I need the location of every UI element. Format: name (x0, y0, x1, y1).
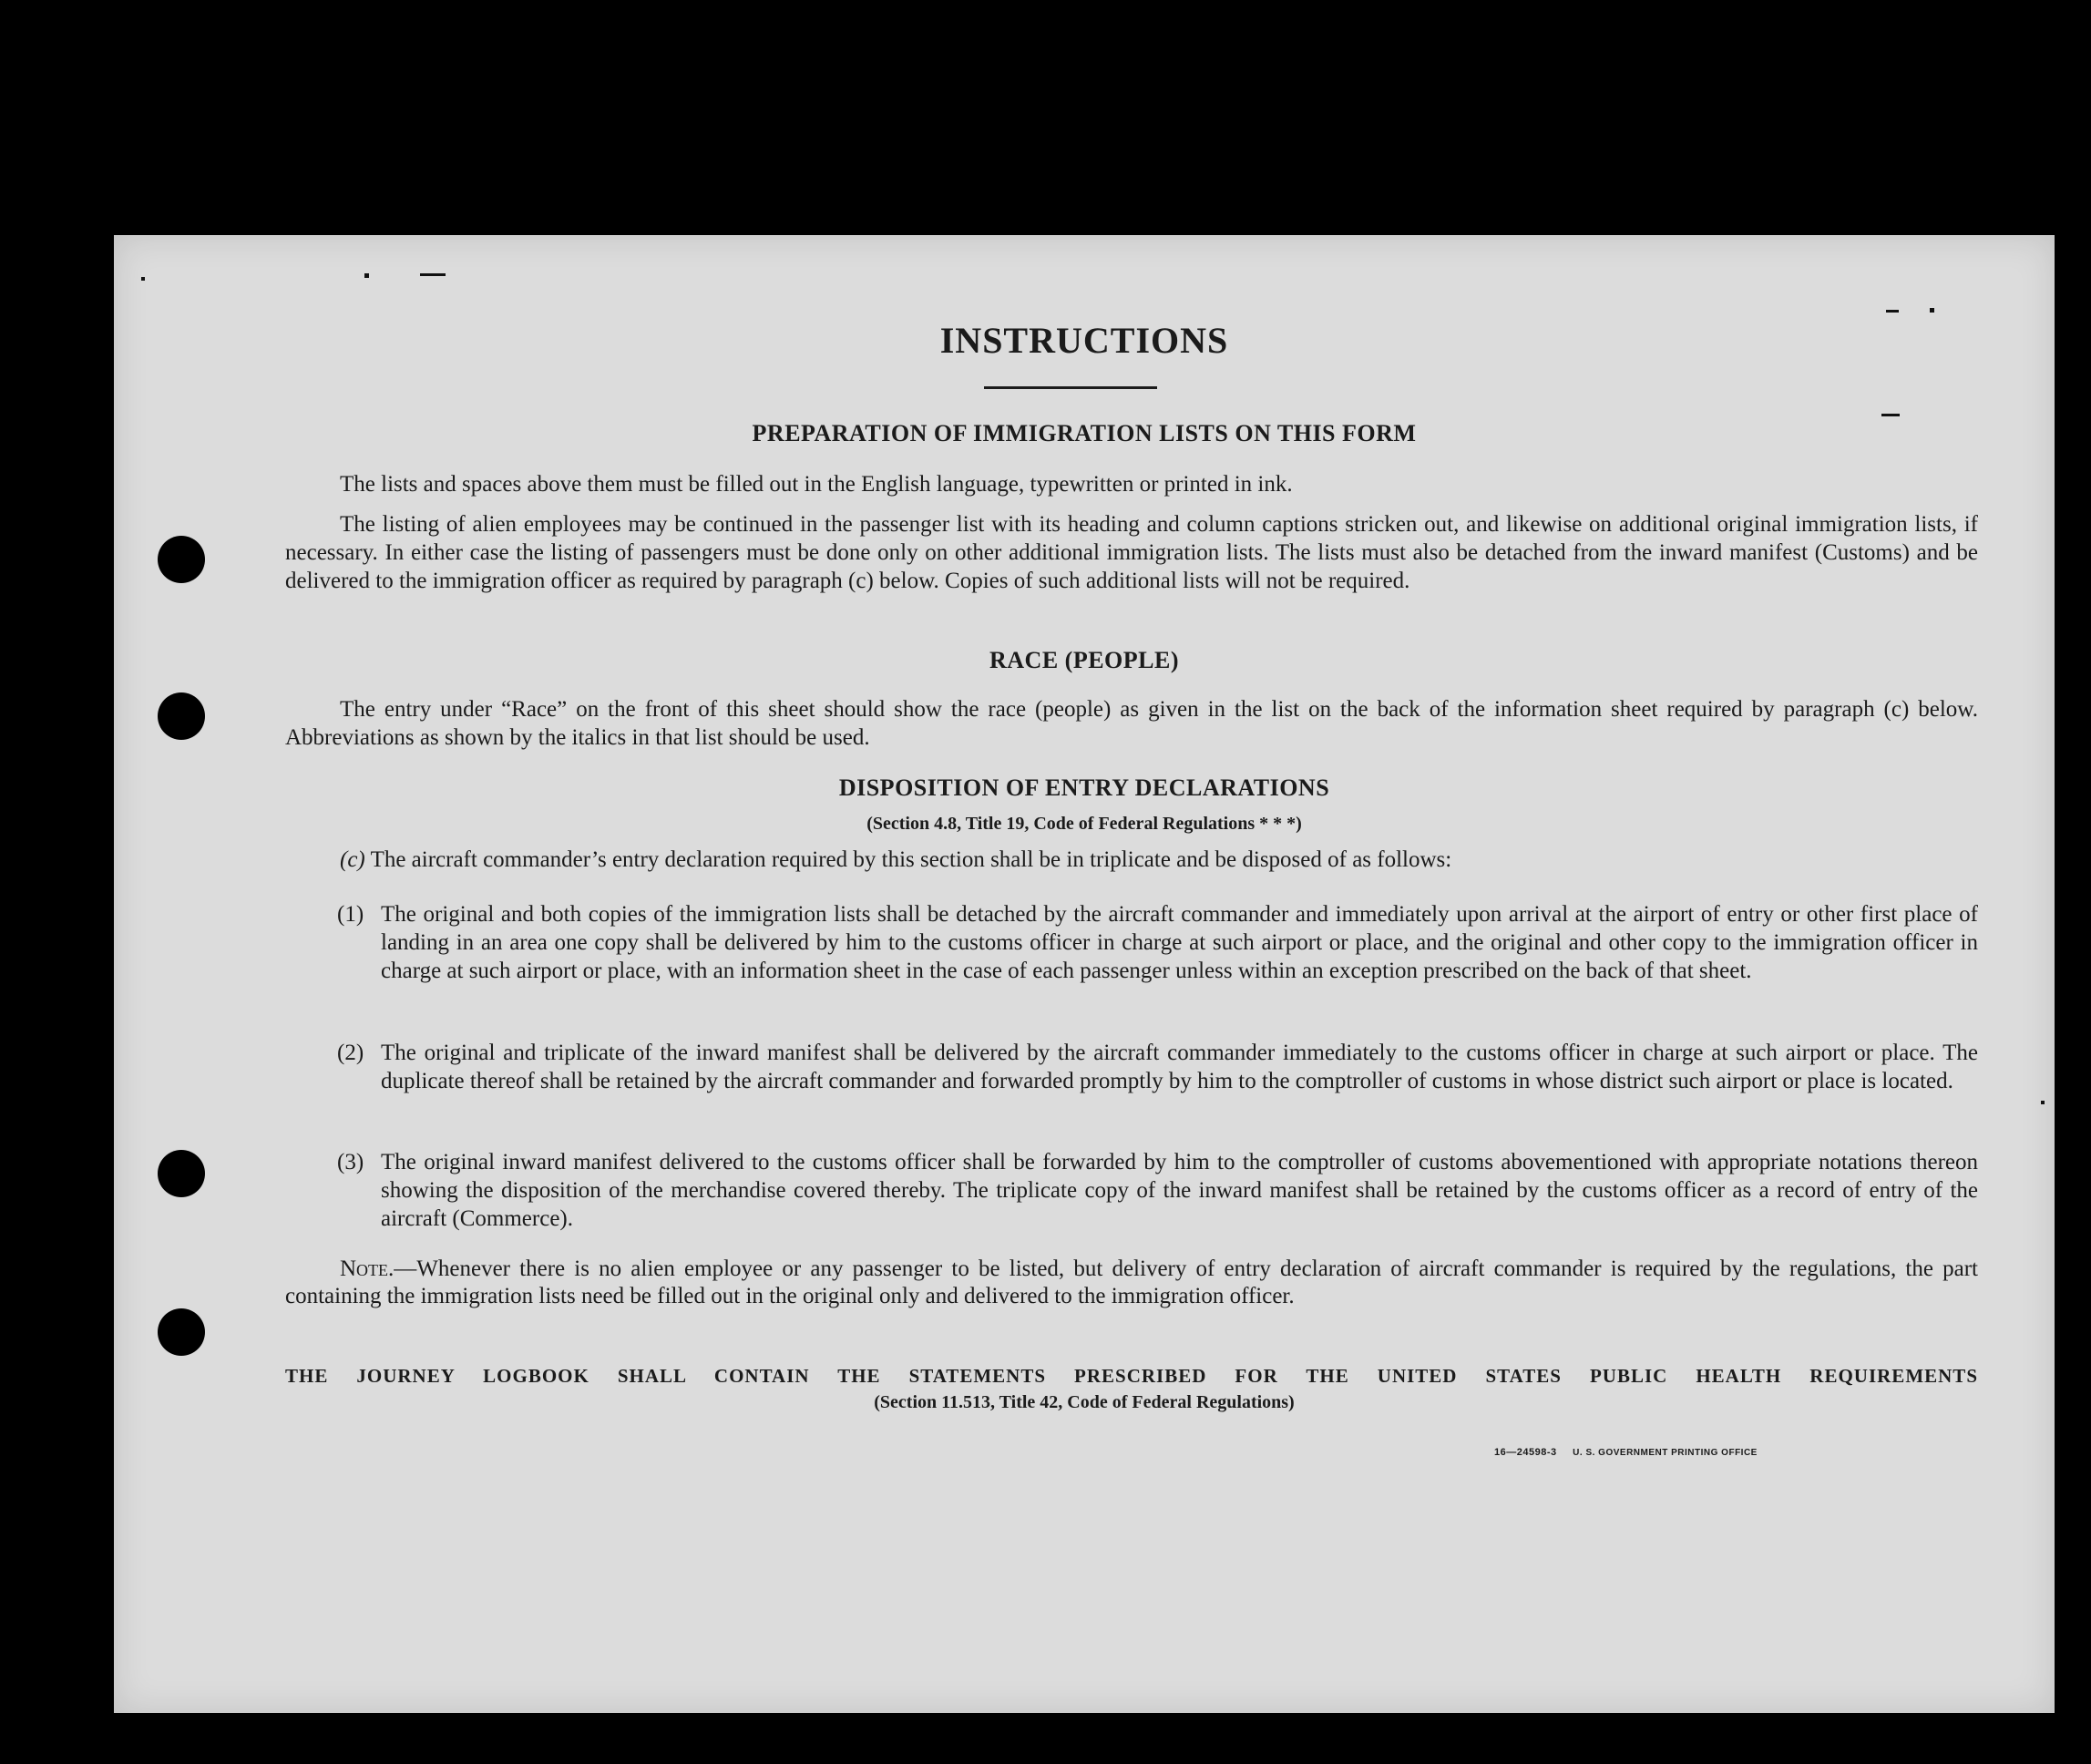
document-page (114, 235, 2055, 1713)
list-item-number: (2) (337, 1041, 364, 1065)
speck-mark (364, 273, 369, 278)
speck-mark (1930, 308, 1934, 313)
paragraph-preparation-2: The listing of alien employees may be continued in the passenger list with its heading and column captions stricken out, and likewise on additional original immigration lists, if necessary. In either case the listing of passengers must be done only on other additional immigration lists. The lists must also be detached from the inward manifest (Customs) and be delivered to the immigration officer as required by paragraph (c) below. Copies of such additional lists will not be required. (285, 512, 1978, 593)
section-heading-race: RACE (PEOPLE) (989, 647, 1179, 673)
list-item-number: (3) (337, 1150, 364, 1174)
speck-mark (420, 273, 446, 276)
speck-mark (1881, 414, 1900, 416)
footer-requirement: THE JOURNEY LOGBOOK SHALL CONTAIN THE STATEMENTS PRESCRIBED FOR THE UNITED STATES PUBLIC HEALTH REQUIREMENTS (285, 1365, 1978, 1387)
section-citation: (Section 4.8, Title 19, Code of Federal Regulations * * *) (866, 814, 1302, 834)
print-office: U. S. GOVERNMENT PRINTING OFFICE (1573, 1448, 1758, 1458)
punch-hole (158, 1150, 205, 1197)
list-item-text: The original inward manifest delivered to the customs officer shall be forwarded by him to the comptroller of customs abovementioned with appropriate notations thereon showing the disposition of the merchandise covered thereby. The triplicate copy of the inward manifest shall be retained by the customs officer as a record of entry of the aircraft (Commerce). (381, 1150, 1978, 1231)
speck-mark (1886, 310, 1899, 313)
note-text: —Whenever there is no alien employee or any passenger to be listed, but delivery of entry declaration of aircraft commander is required by the regulations, the part containing the immigration lists need be filled out in the original only and delivered to the immigration officer. (285, 1256, 1978, 1308)
list-item (337, 1039, 1978, 1095)
intro-label: (c) (340, 847, 365, 872)
note-label: Note. (340, 1256, 395, 1281)
print-code: 16—24598-3 (1494, 1447, 1557, 1458)
speck-mark (2041, 1101, 2045, 1104)
speck-mark (141, 277, 145, 281)
page-title: INSTRUCTIONS (939, 320, 1229, 361)
footer-citation: (Section 11.513, Title 42, Code of Federal Regulations) (874, 1392, 1295, 1412)
note-paragraph (285, 1256, 1978, 1310)
list-item-text: The original and triplicate of the inward manifest shall be delivered by the aircraft commander immediately to the customs officer in charge at such airport or place. The duplicate thereof shall be retained by the aircraft commander and forwarded promptly by him to the comptroller of customs in whose district such airport or place is located. (381, 1041, 1978, 1093)
punch-hole (158, 692, 205, 740)
punch-hole (158, 1308, 205, 1356)
title-underline (984, 386, 1157, 389)
intro-text: The aircraft commander’s entry declaration required by this section shall be in triplicate and be disposed of as follows: (370, 847, 1452, 872)
list-item (337, 1148, 1978, 1233)
paragraph-preparation-1: The lists and spaces above them must be filled out in the English language, typewritten or printed in ink. (340, 472, 1293, 497)
printer-imprint (1494, 1447, 1758, 1458)
list-item (337, 900, 1978, 985)
punch-hole (158, 536, 205, 583)
list-item-text: The original and both copies of the immigration lists shall be detached by the aircraft commander and immediately upon arrival at the airport of entry or other first place of landing in an area one copy shall be delivered by him to the customs officer in charge at such airport or place, and the original and other copy to the immigration officer in charge at such airport or place, with an information sheet in the case of each passenger unless within an exception prescribed on the back of that sheet. (381, 902, 1978, 983)
list-item-number: (1) (337, 902, 364, 927)
section-heading-disposition: DISPOSITION OF ENTRY DECLARATIONS (838, 774, 1330, 801)
section-heading-preparation: PREPARATION OF IMMIGRATION LISTS ON THIS FORM (752, 420, 1417, 446)
paragraph-disposition-intro (340, 846, 1978, 874)
paragraph-race: The entry under “Race” on the front of this sheet should show the race (people) as given in the list on the back of the information sheet required by paragraph (c) below. Abbreviations as shown by the italics in that list should be used. (285, 697, 1978, 750)
